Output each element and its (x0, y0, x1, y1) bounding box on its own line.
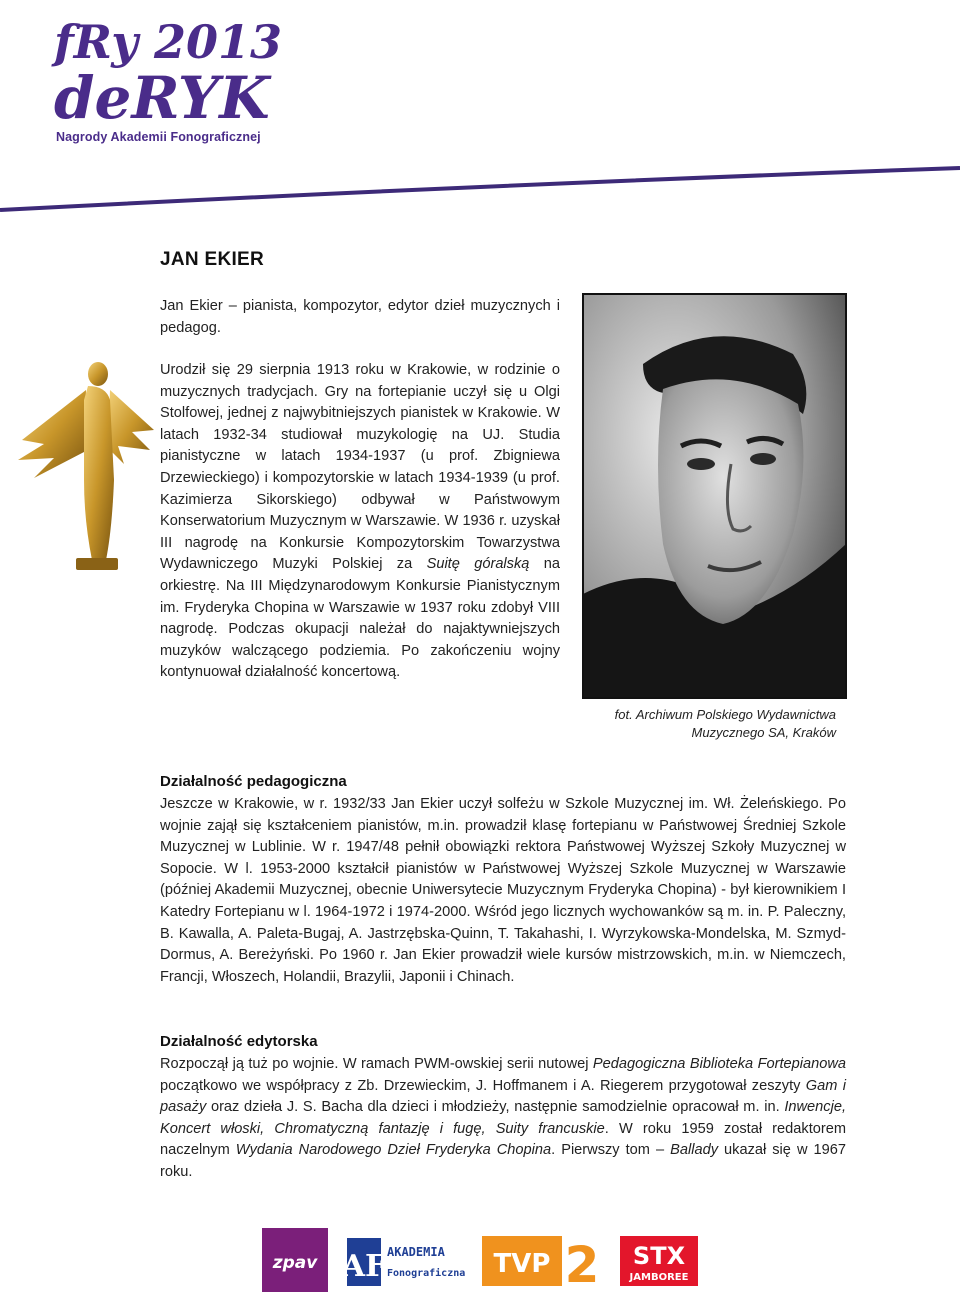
af-logo-line-1: AKADEMIA (387, 1245, 445, 1259)
stx-logo-line-2: JAMBOREE (629, 1272, 689, 1283)
stx-logo-line-1: STX (632, 1242, 686, 1270)
tvp-logo-number: 2 (564, 1236, 600, 1294)
photo-caption: fot. Archiwum Polskiego Wydawnictwa Muzycznego SA, Kraków (614, 707, 836, 740)
editorial-text-2: początkowo we współpracy z Zb. Drzewieckim, J. Hoffmanem i A. Riegerem przygotował zeszyty (160, 1077, 806, 1094)
akademia-fonograficzna-logo (341, 1228, 466, 1292)
af-logo-line-2: Fonograficzna (387, 1268, 466, 1279)
editorial-italic-4: Wydania Narodowego Dzieł Fryderyka Chopina (235, 1142, 552, 1159)
editorial-italic-5: Ballady (670, 1142, 719, 1159)
bio-paragraph (160, 360, 560, 684)
bio-text-2: na orkiestrę. Na III Międzynarodowym Konkursie Pianistycznym im. Fryderyka Chopina w Warszawie w 1937 roku zdobył VIII nagrodę. Podczas okupacji należał do najaktywniejszych muzyków walczącego podziemia. Po zakończeniu wojny kontynuował działalność koncertową. (160, 556, 560, 681)
editorial-text-6: ukazał się w 1967 roku. (160, 1142, 846, 1180)
page-title: JAN EKIER (160, 249, 265, 270)
portrait-photo (583, 294, 846, 698)
fryderyk-logo (52, 0, 282, 150)
editorial-text-1: Rozpoczął ją tuż po wojnie. W ramach PWM-owskiej serii nutowej (160, 1056, 593, 1072)
section-text-editorial (160, 1054, 846, 1184)
editorial-text-3: oraz dzieła J. S. Bacha dla dzieci i młodzieży, następnie samodzielnie opracował m. in. (206, 1099, 785, 1116)
svg-text:AF: AF (341, 1249, 387, 1284)
zpav-logo-text: zpav (272, 1253, 318, 1273)
editorial-italic-1: Pedagogiczna Biblioteka Fortepianowa (592, 1056, 847, 1072)
bio-suita-title: Suitę góralską (426, 556, 530, 573)
section-title-pedagogical: Działalność pedagogiczna (160, 773, 347, 790)
logo-top-text: fRy 2013 (54, 15, 282, 69)
intro-text: Jan Ekier – pianista, kompozytor, edytor dzieł muzycznych i pedagog. (160, 298, 560, 336)
editorial-italic-2: Gam i pasaży (160, 1077, 847, 1116)
editorial-text-5: . Pierwszy tom – (551, 1142, 671, 1159)
stx-jamboree-logo (620, 1228, 698, 1292)
logo-subtitle: Nagrody Akademii Fonograficznej (56, 130, 261, 144)
editorial-italic-3: Inwencje, Koncert włoski, Chromatyczną fantazję i fugę, Suity francuskie (160, 1099, 846, 1137)
editorial-text-4: . W roku 1959 został redaktorem naczelnym (160, 1120, 846, 1159)
bio-text-1: Urodził się 29 sierpnia 1913 roku w Krakowie, w rodzinie o muzycznych tradycjach. Gry na fortepianie uczył się u Olgi Stolfowej, jednej z najwybitniejszych pianistek w Krakowie. W latach 1932-34 studiował muzykologię na UJ. Studia pianistyczne w latach 1934-1937 (u prof. Zbigniewa Drzewieckiego) i kompozytorskie w latach 1934-1939 (u prof. Kazimierza Sikorskiego) odbywał w Państwowym Konserwatorium Muzycznym w Warszawie. W 1936 r. uzyskał III nagrodę na Konkursie Kompozytorskim Towarzystwa Wydawniczego Muzyki Polskiej za (160, 362, 560, 573)
section-title-editorial: Działalność edytorska (160, 1033, 318, 1050)
tvp2-logo (482, 1228, 602, 1292)
logo-bottom-text: deRYK (54, 64, 270, 132)
zpav-logo (262, 1228, 328, 1292)
intro-paragraph (160, 296, 560, 339)
tvp-logo-text: TVP (493, 1249, 551, 1279)
section-text-pedagogical: Jeszcze w Krakowie, w r. 1932/33 Jan Ekier uczył solfeżu w Szkole Muzycznej im. Wł. Żeleńskiego. Po wojnie zajął się kształceniem pianistów, m.in. prowadził klasę fortepianu w Państwowej Średniej Szkole Muzycznej w Lublinie. W r. 1947/48 pełnił obowiązki rektora Państwowej Wyższej Szkoły Muzycznej w Sopocie. W l. 1953-2000 kształcił pianistów w Państwowej Wyższej Szkole Muzycznej w Warszawie (później Akademii Muzycznej, obecnie Uniwersytecie Muzycznym Fryderyka Chopina) - był kierownikiem I Katedry Fortepianu w l. 1964-1972 i 1974-2000. Wśród jego licznych wychowanków są m. in. P. Paleczny, B. Kawalla, A. Paleta-Bugaj, A. Jastrzębska-Quinn, T. Takahashi, I. Wyrzykowska-Mondelska, M. Szmyd-Dormus, A. Bereżyński. Po 1960 r. Jan Ekier prowadził wiele kursów mistrzowskich, m.in. w Niemczech, Francji, Włoszech, Holandii, Brazylii, Japonii i Chinach. (160, 796, 846, 985)
award-statuette-image (14, 360, 154, 575)
